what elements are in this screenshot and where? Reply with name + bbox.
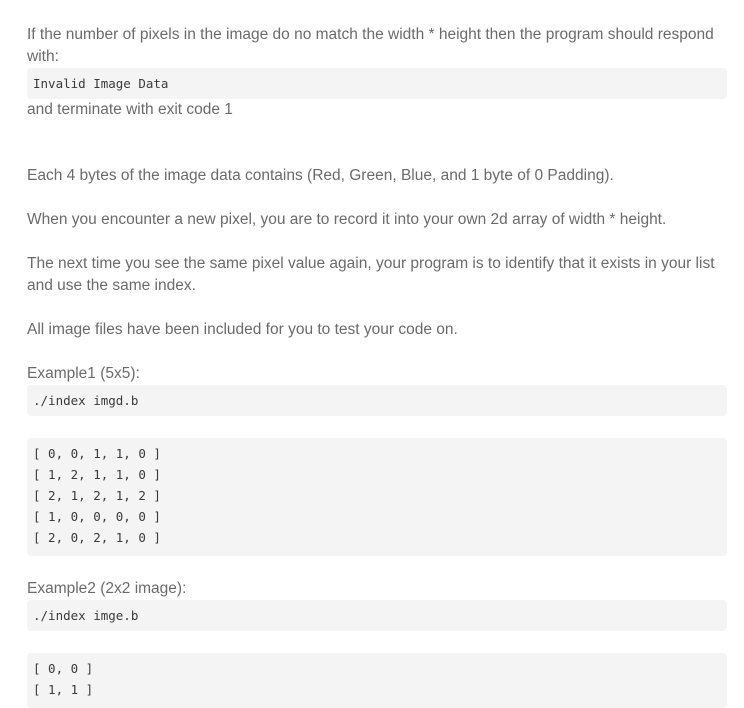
example2-output-row: [ 0, 0 ] — [33, 661, 94, 676]
document-body — [27, 24, 727, 708]
example2-output-row: [ 1, 1 ] — [33, 682, 94, 697]
example1-output-row: [ 2, 0, 2, 1, 0 ] — [33, 530, 161, 545]
paragraph-same-index: The next time you see the same pixel value again, your program is to identify that it exists in your list and use the same index. — [27, 255, 715, 294]
example1-command-code: ./index imgd.b — [27, 385, 727, 416]
pixel-format-line-1: Each 4 bytes of the image data contains (Red, Green, Blue, and 1 byte of 0 Padding). — [27, 167, 614, 184]
example1-label: Example1 (5x5): — [27, 365, 140, 382]
error-message-code: Invalid Image Data — [27, 68, 727, 99]
example2-output-code — [27, 653, 727, 708]
example1-output-code — [27, 438, 727, 556]
example2-command-code: ./index imge.b — [27, 600, 727, 631]
example1-output-row: [ 0, 0, 1, 1, 0 ] — [33, 446, 161, 461]
example2-label: Example2 (2x2 image): — [27, 580, 187, 597]
paragraph-image-files: All image files have been included for you to test your code on. — [27, 321, 458, 338]
paragraph-pixel-format — [27, 143, 727, 231]
example1-output-row: [ 1, 0, 0, 0, 0 ] — [33, 509, 161, 524]
pixel-format-line-2: When you encounter a new pixel, you are to record it into your own 2d array of width * height. — [27, 211, 667, 228]
paragraph-mismatch-rule: If the number of pixels in the image do no match the width * height then the program should respond with: — [27, 26, 714, 65]
paragraph-exit-code: and terminate with exit code 1 — [27, 101, 233, 118]
example1-output-row: [ 1, 2, 1, 1, 0 ] — [33, 467, 161, 482]
example1-output-row: [ 2, 1, 2, 1, 2 ] — [33, 488, 161, 503]
